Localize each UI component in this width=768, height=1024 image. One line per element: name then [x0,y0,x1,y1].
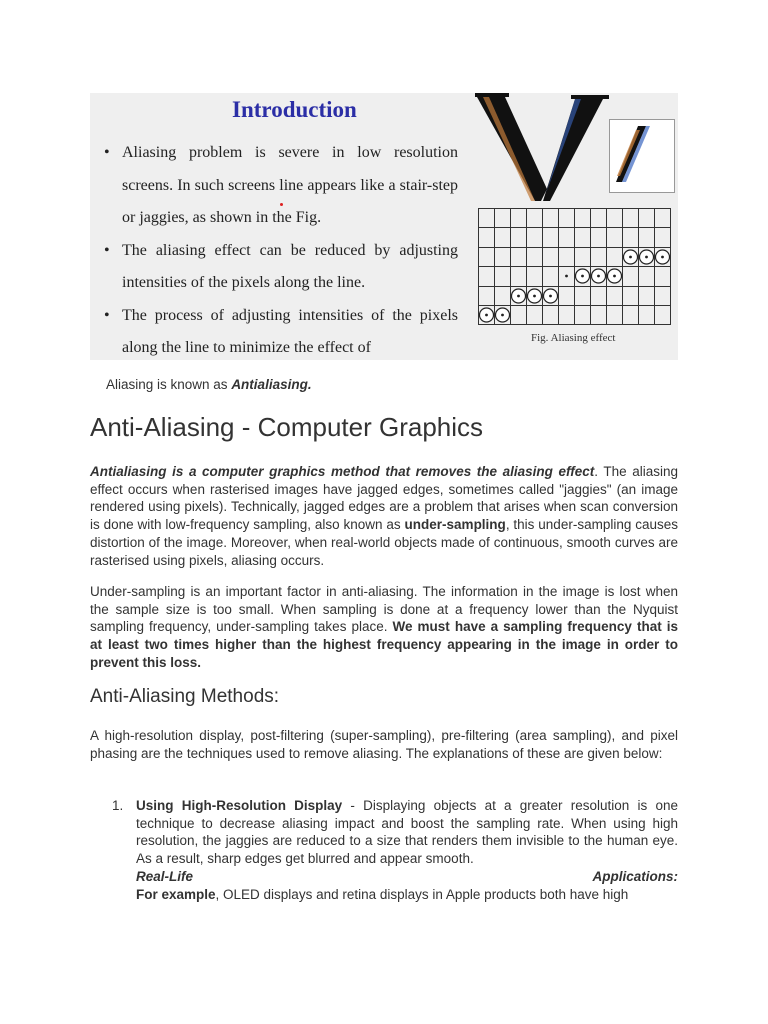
methods-heading: Anti-Aliasing Methods: [90,686,280,707]
paragraph-methods-intro: A high-resolution display, post-filtering (super-sampling), pre-filtering (area sampling), and pixel phasing are the techniques used to remove aliasing. The explanations of these are given below: [90,728,678,761]
aliasing-grid [478,208,672,328]
methods-list [90,797,678,903]
real-life-applications-label [136,868,678,886]
slide-bullet [102,235,458,300]
example-bold: For example [136,886,216,902]
method-description [136,797,678,868]
paragraph-under-sampling [90,583,678,672]
list-number: 1. [112,798,124,813]
figure-caption: Fig. Aliasing effect [531,332,616,344]
example-text [136,886,678,904]
nyquist-bold-text: We must have a sampling frequency that is at least two times higher than the highest frequency appearing in the image in order to prevent this loss. [90,619,678,670]
bullet-dot: • [104,241,110,259]
example-body: , OLED displays and retina displays in Apple products both have high [215,886,629,902]
slide-bullet-text: The aliasing effect can be reduced by adjusting intensities of the pixels along the line. [122,241,458,291]
zoomed-edge-icon [610,120,674,192]
label-left: Real-Life [136,868,194,884]
paragraph-intro [90,463,678,569]
label-right: Applications: [592,868,678,884]
bullet-dot: • [104,306,110,324]
intro-text-2: , this under-sampling causes distortion of the image. Moreover, when real-world objects made of continuous, smooth curves are rasterised using pixels, aliasing occurs. [90,517,678,568]
slide-bullet-text: Aliasing problem is severe in low resolution screens. In such screens line appears like a stair-step or jaggies, as shown in the Fig. [122,144,458,226]
slide-bullet [102,137,458,235]
method-text: - Displaying objects at a greater resolution is one technique to decrease aliasing impact and boost the sampling rate. When using high resolution, the jaggies are reduced to a size that renders them invisible to the human eye. As a result, sharp edges get blurred and appear smooth. [136,798,678,867]
method-title: Using High-Resolution Display [136,798,343,813]
slide-bullets [102,137,458,360]
slide-bullet-text: The process of adjusting intensities of the pixels along the line to minimize the effect of [122,306,458,356]
slide-image [90,93,678,360]
list-item [90,797,678,903]
under-sampling-term: under-sampling [404,517,506,533]
bullet-dot: • [104,144,110,161]
caption-term: Antialiasing. [231,377,312,392]
intro-text-1: . The aliasing effect occurs when rasterised images have jagged edges, sometimes called "jaggies" (an image rendered using pixels). Technically, jagged edges are a problem that arises when scan conversion is done with low-frequency sampling, also known as [90,464,678,533]
red-dot-mark [280,203,283,206]
slide-title: Introduction [232,97,357,122]
article-title: Anti-Aliasing - Computer Graphics [90,412,484,442]
intro-lead: Antialiasing is a computer graphics method that removes the aliasing effect [90,464,595,479]
caption-prefix: Aliasing is known as [106,377,232,392]
image-caption [106,377,312,392]
jagged-v-glyph [475,93,610,205]
slide-bullet [102,300,458,361]
under-sampling-text: Under-sampling is an important factor in anti-aliasing. The information in the image is lost when the sample size is too small. When sampling is done at a frequency lower than the Nyquist sampling frequency, under-sampling takes place. [90,584,678,635]
zoomed-edge-box [609,119,675,193]
